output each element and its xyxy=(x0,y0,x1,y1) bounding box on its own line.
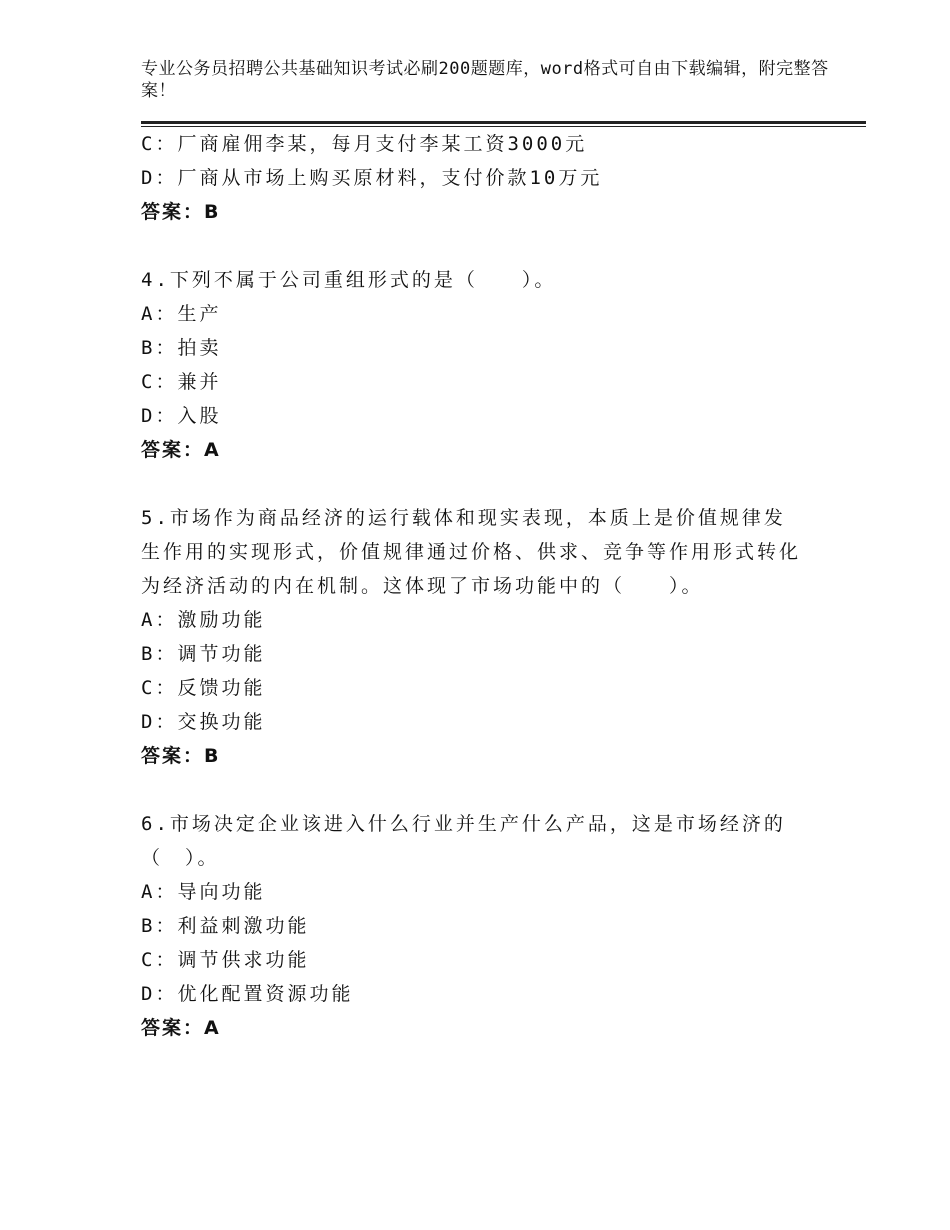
question-4 xyxy=(141,263,806,467)
question-6 xyxy=(141,807,806,1045)
answer-line: 答案：A xyxy=(141,439,221,461)
option-d: D：入股 xyxy=(141,405,222,427)
option-b: B：拍卖 xyxy=(141,337,222,359)
question-stem: 4.下列不属于公司重组形式的是（ ）。 xyxy=(141,269,557,291)
option-c: C：调节供求功能 xyxy=(141,949,310,971)
option-d: D：优化配置资源功能 xyxy=(141,983,354,1005)
option-b: B：调节功能 xyxy=(141,643,266,665)
option-d: D：交换功能 xyxy=(141,711,266,733)
question-stem: 5.市场作为商品经济的运行载体和现实表现，本质上是价值规律发生作用的实现形式，价值规律通过价格、供求、竞争等作用形式转化为经济活动的内在机制。这体现了市场功能中的（ ）。 xyxy=(141,507,802,597)
option-c: C：兼并 xyxy=(141,371,222,393)
option-b: B：利益刺激功能 xyxy=(141,915,310,937)
answer-line: 答案：B xyxy=(141,201,221,223)
option-a: A：导向功能 xyxy=(141,881,266,903)
option-c: C：反馈功能 xyxy=(141,677,266,699)
option-a: A：生产 xyxy=(141,303,222,325)
page-header: 专业公务员招聘公共基础知识考试必刷200题题库，word格式可自由下载编辑，附完整答案！ xyxy=(141,59,829,101)
answer-line: 答案：A xyxy=(141,1017,221,1039)
question-5 xyxy=(141,501,806,773)
answer-line: 答案：B xyxy=(141,745,221,767)
option-a: A：激励功能 xyxy=(141,609,266,631)
spacer xyxy=(141,467,806,501)
option-d: D：厂商从市场上购买原材料，支付价款10万元 xyxy=(141,167,603,189)
question-list xyxy=(141,127,806,1045)
question-3-continued xyxy=(141,127,806,229)
option-c: C：厂商雇佣李某，每月支付李某工资3000元 xyxy=(141,133,588,155)
header-rule xyxy=(141,121,866,124)
question-stem: 6.市场决定企业该进入什么行业并生产什么产品，这是市场经济的（ ）。 xyxy=(141,813,786,869)
spacer xyxy=(141,773,806,807)
spacer xyxy=(141,229,806,263)
